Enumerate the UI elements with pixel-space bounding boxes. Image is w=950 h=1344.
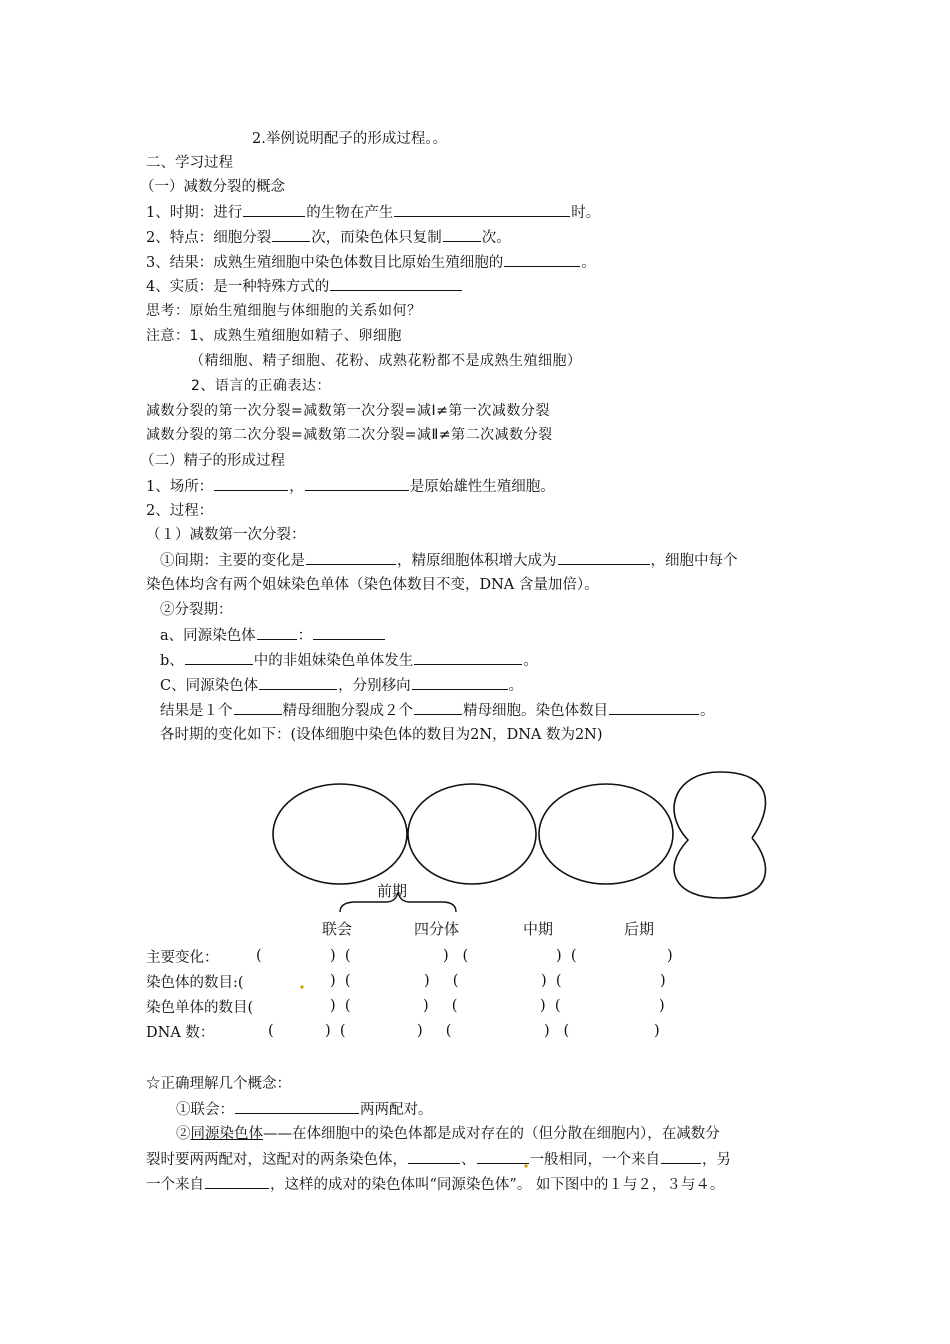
- essence-line: 4、实质：是一种特殊方式的: [146, 276, 463, 297]
- result-line: 3、结果：成熟生殖细胞中染色体数目比原始生殖细胞的 。: [146, 252, 596, 273]
- interphase-line-2: 染色体均含有两个姐妹染色单体（染色体数目不变，DNA 含量加倍）。: [146, 577, 599, 593]
- part2-title: （二）精子的形成过程: [140, 453, 285, 469]
- prophase-label: 前期: [377, 882, 408, 900]
- feature-line: 2、特点：细胞分裂 次，而染色体只复制 次。: [146, 227, 511, 248]
- cell-anaphase: [674, 772, 765, 898]
- division-title: ②分裂期：: [160, 602, 233, 618]
- expression-2: 减数分裂的第二次分裂=减数第二次分裂=减Ⅱ≠第二次减数分裂: [146, 427, 553, 443]
- note-1: 注意：1、成熟生殖细胞如精子、卵细胞: [146, 328, 402, 344]
- stage-label: 中期: [523, 920, 554, 938]
- note-1-detail: （精细胞、精子细胞、花粉、成熟花粉都不是成熟生殖细胞）: [190, 353, 582, 369]
- stage-label: 联会: [322, 920, 353, 938]
- interphase-line: ①间期：主要的变化是 ，精原细胞体积增大成为 ，细胞中每个: [160, 550, 738, 571]
- synapsis-line: ①联会： 两两配对。: [176, 1099, 433, 1120]
- division-a: a、同源染色体 ：: [160, 625, 386, 646]
- think-line: 思考：原始生殖细胞与体细胞的关系如何？: [146, 303, 422, 319]
- expression-1: 减数分裂的第一次分裂=减数第一次分裂=减Ⅰ≠第一次减数分裂: [146, 403, 550, 419]
- table-row-label: 主要变化：: [146, 950, 219, 966]
- period-line: 1、时期：进行 的生物在产生 时。: [146, 202, 600, 223]
- process-line: 2、过程：: [146, 503, 214, 519]
- stage-label: 后期: [624, 920, 655, 938]
- dot-mark: [300, 985, 303, 988]
- division-c: C、同源染色体 ，分别移向 。: [160, 675, 523, 696]
- homolog-line-3: 一个来自 ，这样的成对的染色体叫“同源染色体”。 如下图中的１与２，３与４。: [146, 1174, 724, 1195]
- homolog-line-2: 裂时要两两配对，这配对的两条染色体， 、 一般相同，一个来自 ，另: [146, 1149, 731, 1170]
- note-2: 2、语言的正确表达：: [191, 378, 331, 394]
- part1-title: （一）减数分裂的概念: [140, 179, 285, 195]
- section-title: 二、学习过程: [146, 155, 233, 171]
- objective-2: 2.举例说明配子的形成过程。。: [252, 131, 448, 147]
- cell-synapsis: [273, 784, 407, 884]
- result-meiosis1: 结果是１个 精母细胞分裂成２个 精母细胞。染色体数目 。: [160, 700, 715, 721]
- meiosis1-title: （１）减数第一次分裂：: [146, 527, 306, 543]
- stage-label: 四分体: [414, 920, 460, 938]
- homolog-line-1: ②同源染色体——在体细胞中的染色体都是成对存在的（但分散在细胞内），在减数分: [176, 1126, 720, 1142]
- place-line: 1、场所： ， 是原始雄性生殖细胞。: [146, 476, 555, 497]
- table-row-label: 染色体的数目:(: [146, 975, 244, 991]
- changes-line: 各时期的变化如下：(设体细胞中染色体的数目为2N，DNA 数为2N): [160, 727, 603, 743]
- table-row-label: 染色单体的数目(: [146, 1000, 254, 1016]
- table-row-parens: (: [256, 948, 262, 964]
- division-b: b、 中的非姐妹染色单体发生 。: [160, 650, 538, 671]
- cell-metaphase: [539, 784, 673, 884]
- table-row-label: DNA 数：: [146, 1025, 215, 1041]
- cell-tetrad: [408, 784, 536, 884]
- concepts-title: ☆正确理解几个概念：: [146, 1076, 291, 1092]
- homolog-term: 同源染色体: [190, 1126, 263, 1142]
